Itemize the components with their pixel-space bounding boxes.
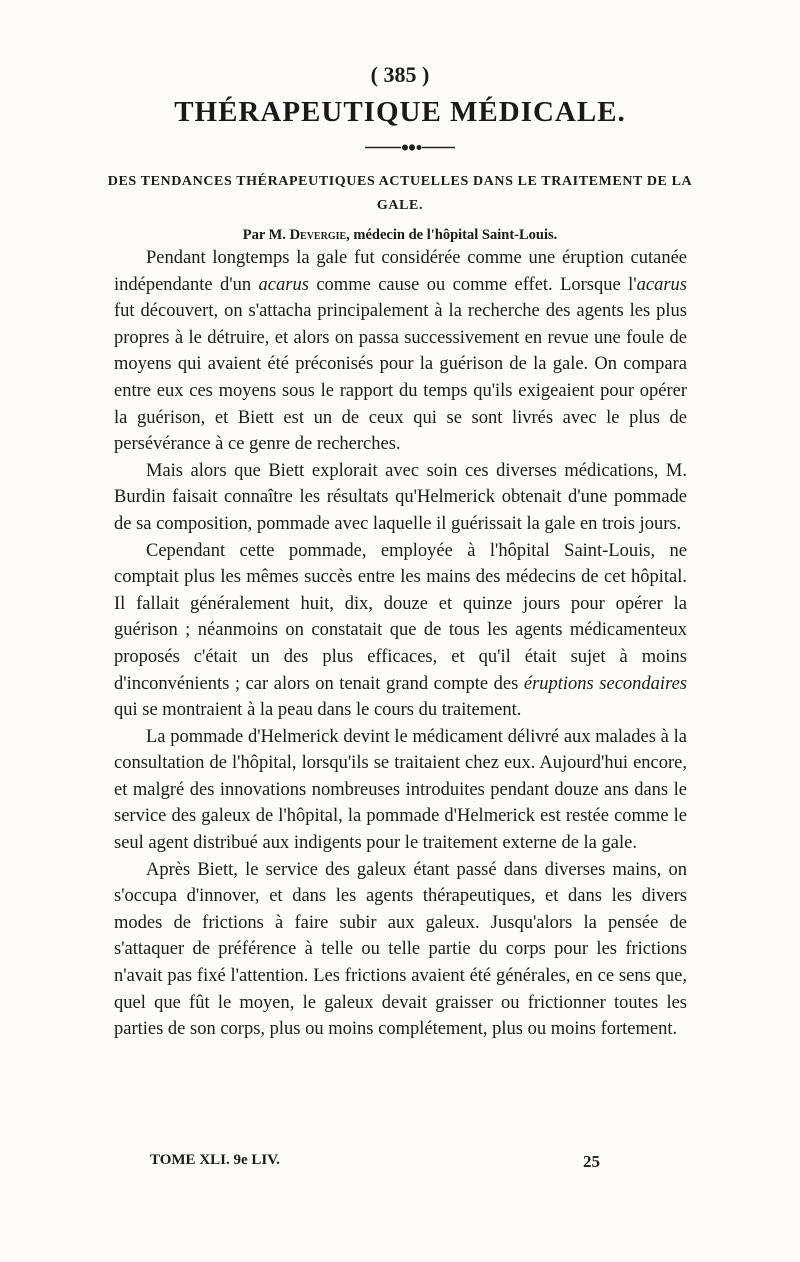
article-body — [114, 245, 687, 1043]
paragraph: La pommade d'Helmerick devint le médicament délivré aux malades à la consultation de l'hôpital, lorsqu'ils se traitaient chez eux. Aujourd'hui encore, et malgré des innovations nombreuses introduites pendant douze ans dans le service des galeux de l'hôpital, la pommade d'Helmerick est restée comme le seul agent distribué aux indigents pour le traitement externe de la gale. — [114, 726, 687, 854]
text-run: qui se montraient à la peau dans le cours du traitement. — [114, 700, 522, 721]
text-run: Cependant cette pommade, employée à l'hôpital Saint-Louis, ne comptait plus les mêmes succès entre les mains des médecins de cet hôpital. Il fallait généralement huit, dix, douze et quinze jours pour opérer la guérison ; néanmoins on constatait que de tous les agents médicamenteux proposés c'était un des plus efficaces, et qu'il était sujet à moins d'inconvénients ; car alors on tenait grand compte des — [114, 540, 687, 694]
article-title: DES TENDANCES THÉRAPEUTIQUES ACTUELLES DANS LE TRAITEMENT DE LA GALE. — [107, 174, 693, 213]
paragraph — [114, 245, 687, 458]
text-run: comme cause ou comme effet. Lorsque l' — [308, 274, 637, 295]
paragraph: Mais alors que Biett explorait avec soin ces diverses médications, M. Burdin faisait connaître les résultats qu'Helmerick obtenait d'une pommade de sa composition, pommade avec laquelle il guérissait la gale en trois jours. — [114, 460, 687, 534]
ornamental-rule — [365, 143, 455, 152]
section-title: THÉRAPEUTIQUE MÉDICALE. — [174, 96, 626, 128]
volume-signature: TOME XLI. 9e LIV. — [150, 1152, 280, 1168]
italic-term: éruptions secondaires — [523, 673, 687, 694]
byline-suffix: , médecin de l'hôpital Saint-Louis. — [346, 227, 558, 243]
text-run: fut découvert, on s'attacha principalement à la recherche des agents les plus propres à le détruire, et alors on passa successivement en revue une foule de moyens qui avaient été préconisés pour la guérison de la gale. On compara entre eux ces moyens sous le rapport du temps qu'ils exigeaient pour opérer la guérison, et Biett est un de ceux qui se sont livrés avec le plus de persévérance à ce genre de recherches. — [114, 301, 687, 455]
paragraph: Après Biett, le service des galeux étant passé dans diverses mains, on s'occupa d'innover, et dans les agents thérapeutiques, et dans les divers modes de frictions à faire subir aux galeux. Jusqu'alors la pensée de s'attaquer de préférence à telle ou telle partie du corps pour les frictions n'avait pas fixé l'attention. Les frictions avaient été générales, en ce sens que, quel que fût le moyen, le galeux devait graisser ou frictionner toutes les parties de son corps, plus ou moins complétement, plus ou moins fortement. — [114, 859, 687, 1040]
italic-term: acarus — [636, 274, 687, 295]
sheet-number: 25 — [583, 1152, 600, 1171]
byline — [100, 227, 700, 244]
paragraph — [114, 538, 687, 724]
text-run: Pendant longtemps la gale fut considérée comme une éruption cutanée indépendante d'un — [114, 248, 687, 295]
byline-prefix: Par M. — [242, 227, 286, 243]
page-number: ( 385 ) — [370, 62, 430, 87]
author-name: Devergie — [289, 227, 347, 243]
italic-term: acarus — [258, 274, 309, 295]
